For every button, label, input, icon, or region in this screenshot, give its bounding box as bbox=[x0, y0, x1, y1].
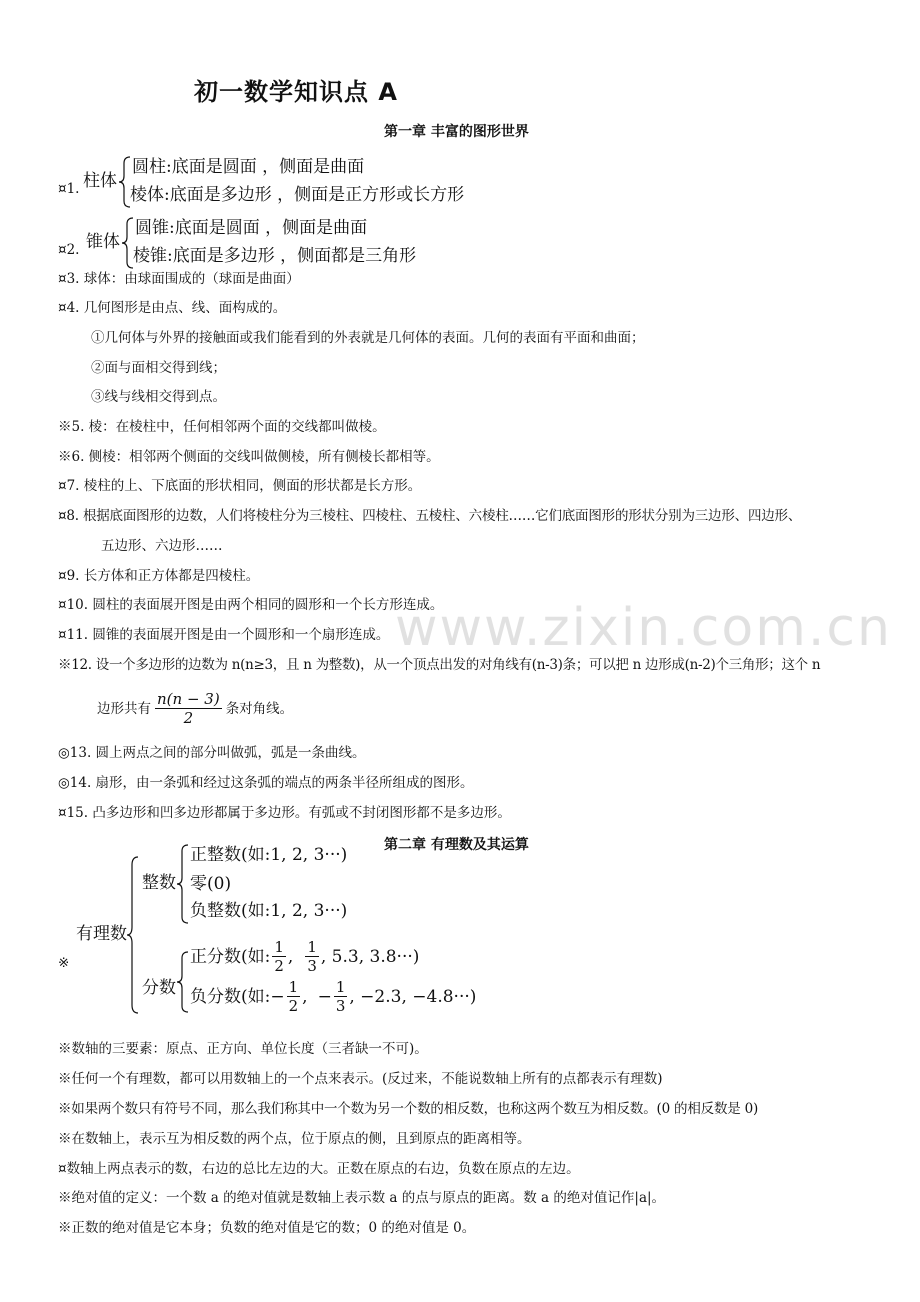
text-line: ※12. 设一个多边形的边数为 n(n≥3，且 n 为整数)，从一个顶点出发的对角线有(n-3)条；可以把 n 边形成(n-2)个三角形；这个 n bbox=[58, 657, 821, 673]
text-line: ※6. 侧棱：相邻两个侧面的交线叫做侧棱，所有侧棱长都相等。 bbox=[58, 449, 440, 465]
positive-integer-line: 正整数(如:1, 2, 3···) bbox=[190, 845, 348, 865]
fraction-brace bbox=[176, 950, 190, 1014]
chapter-1-heading: 第一章 丰富的图形世界 bbox=[384, 124, 529, 140]
watermark: www.zixin.com.cn bbox=[395, 598, 892, 658]
numerator: 1 bbox=[307, 938, 317, 956]
circular-cone-definition: 圆锥:底面是圆面 ，侧面是曲面 bbox=[135, 218, 368, 238]
positive-fraction-rest: , 5.3, 3.8···) bbox=[320, 946, 420, 967]
integer-brace bbox=[176, 843, 190, 925]
separator: , bbox=[287, 946, 294, 967]
text-line: ①几何体与外界的接触面或我们能看到的外表就是几何体的表面。几何的表面有平面和曲面； bbox=[91, 330, 645, 346]
classification-marker: ※ bbox=[58, 955, 70, 971]
text-line: ¤4. 几何图形是由点、线、面构成的。 bbox=[58, 300, 287, 316]
text-line: ※5. 棱：在棱柱中，任何相邻两个面的交线都叫做棱。 bbox=[58, 419, 386, 435]
fraction-one-third bbox=[305, 938, 319, 975]
diagonal-prefix: 边形共有 bbox=[97, 700, 151, 717]
negative-integer-line: 负整数(如:1, 2, 3···) bbox=[190, 901, 348, 921]
text-line: ※如果两个数只有符号不同，那么我们称其中一个数为另一个数的相反数，也称这两个数互为相反数。(0 的相反数是 0) bbox=[58, 1101, 759, 1117]
fraction-numerator: n(n − 3) bbox=[157, 690, 220, 708]
chapter-2-heading: 第二章 有理数及其运算 bbox=[384, 837, 529, 853]
text-line: ¤3. 球体：由球面围成的（球面是曲面） bbox=[58, 271, 300, 287]
denominator: 3 bbox=[307, 957, 317, 975]
text-line: ③线与线相交得到点。 bbox=[91, 389, 226, 405]
diagonal-suffix: 条对角线。 bbox=[225, 700, 294, 717]
cylinder-definition: 圆柱:底面是圆面 ，侧面是曲面 bbox=[132, 157, 365, 177]
positive-fraction-line bbox=[190, 938, 419, 975]
text-line: ¤7. 棱柱的上、下底面的形状相同，侧面的形状都是长方形。 bbox=[58, 478, 422, 494]
numerator: 1 bbox=[288, 978, 299, 996]
diagonal-fraction bbox=[155, 690, 222, 727]
diagonal-count-line bbox=[97, 690, 293, 727]
text-line: ¤数轴上两点表示的数，右边的总比左边的大。正数在原点的右边，负数在原点的左边。 bbox=[58, 1161, 580, 1177]
numerator: 1 bbox=[274, 938, 284, 956]
item-1-marker: ¤1. bbox=[58, 181, 80, 197]
cone-label: 锥体 bbox=[86, 232, 120, 252]
page-title: 初一数学知识点 A bbox=[194, 78, 398, 106]
text-line: ※任何一个有理数，都可以用数轴上的一个点来表示。(反过来，不能说数轴上所有的点都表示有理数) bbox=[58, 1071, 663, 1087]
fraction-one-third bbox=[334, 978, 348, 1015]
integer-label: 整数 bbox=[142, 873, 176, 893]
rational-brace bbox=[126, 855, 140, 1015]
text-line: 五边形、六边形…… bbox=[101, 538, 223, 554]
text-line: ¤8. 根据底面图形的边数，人们将棱柱分为三棱柱、四棱柱、五棱柱、六棱柱……它们底面图形的形状分别为三边形、四边形、 bbox=[58, 508, 802, 524]
denominator: 2 bbox=[274, 957, 284, 975]
denominator: 3 bbox=[335, 997, 346, 1015]
text-line: ※正数的绝对值是它本身；负数的绝对值是它的数；0 的绝对值是 0。 bbox=[58, 1220, 476, 1236]
pyramid-definition: 棱锥:底面是多边形 ，侧面都是三角形 bbox=[133, 246, 417, 266]
negative-fraction-prefix: 负分数(如:− bbox=[190, 986, 285, 1007]
rational-number-label: 有理数 bbox=[76, 924, 127, 944]
minus-sign: − bbox=[317, 986, 332, 1007]
zero-line: 零(0) bbox=[190, 874, 232, 894]
text-line: ◎14. 扇形，由一条弧和经过这条弧的端点的两条半径所组成的图形。 bbox=[58, 775, 474, 791]
denominator: 2 bbox=[288, 997, 299, 1015]
fraction-one-half bbox=[272, 938, 286, 975]
negative-fraction-line bbox=[190, 978, 476, 1015]
text-line: ¤10. 圆柱的表面展开图是由两个相同的圆形和一个长方形连成。 bbox=[58, 597, 444, 613]
item-2-marker: ¤2. bbox=[58, 242, 80, 258]
text-line: ◎13. 圆上两点之间的部分叫做弧，弧是一条曲线。 bbox=[58, 745, 366, 761]
fraction-denominator: 2 bbox=[183, 709, 194, 727]
text-line: ※在数轴上，表示互为相反数的两个点，位于原点的侧，且到原点的距离相等。 bbox=[58, 1131, 531, 1147]
prism-definition: 棱体:底面是多边形 ，侧面是正方形或长方形 bbox=[130, 185, 465, 205]
positive-fraction-prefix: 正分数(如: bbox=[190, 946, 271, 967]
negative-fraction-rest: , −2.3, −4.8···) bbox=[349, 986, 477, 1007]
text-line: ※绝对值的定义：一个数 a 的绝对值就是数轴上表示数 a 的点与原点的距离。数 a 的绝对值记作|a|。 bbox=[58, 1190, 666, 1206]
numerator: 1 bbox=[335, 978, 346, 996]
fraction-label: 分数 bbox=[142, 978, 176, 998]
text-line: ※数轴的三要素：原点、正方向、单位长度（三者缺一不可)。 bbox=[58, 1041, 428, 1057]
text-line: ②面与面相交得到线； bbox=[91, 360, 226, 376]
fraction-one-half bbox=[287, 978, 301, 1015]
separator: , bbox=[302, 986, 308, 1007]
text-line: ¤9. 长方体和正方体都是四棱柱。 bbox=[58, 568, 260, 584]
prism-label: 柱体 bbox=[83, 171, 117, 191]
text-line: ¤15. 凸多边形和凹多边形都属于多边形。有弧或不封闭图形都不是多边形。 bbox=[58, 805, 511, 821]
text-line: ¤11. 圆锥的表面展开图是由一个圆形和一个扇形连成。 bbox=[58, 627, 390, 643]
